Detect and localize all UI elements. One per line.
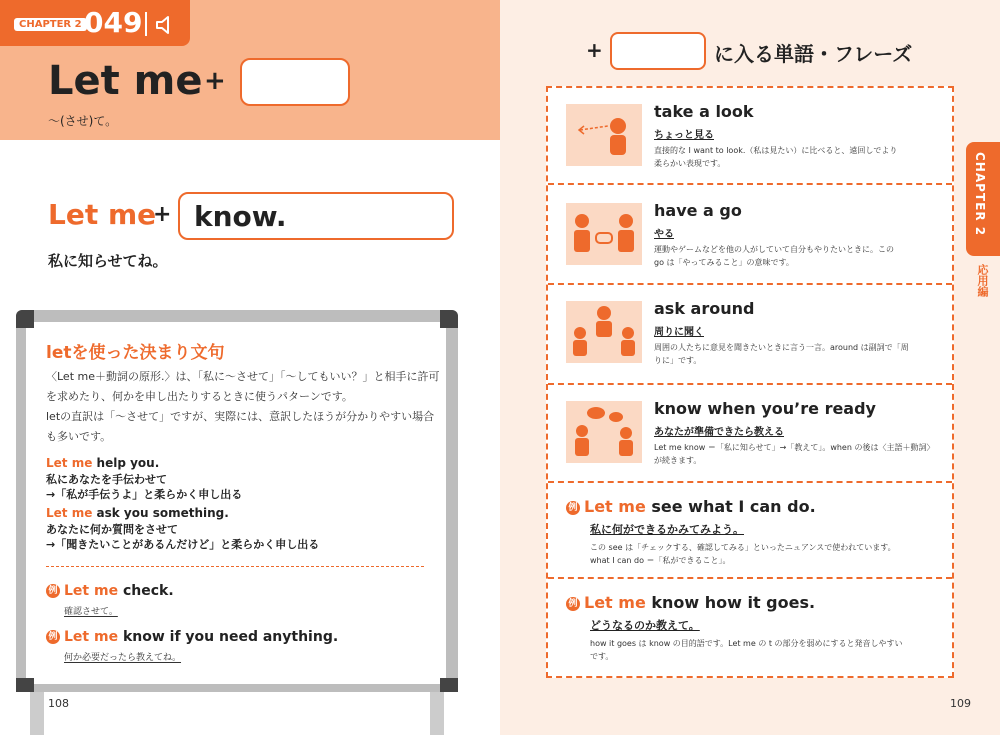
chapter-side-tab [966, 142, 1000, 256]
item-note: 柔らかい表現です。 [654, 159, 726, 168]
board-example-note: →「聞きたいことがあるんだけど」と柔らかく申し出る [46, 538, 320, 551]
item-note: が続きます。 [654, 456, 702, 465]
item-phrase: know when you’re ready [654, 399, 876, 418]
example-know-jp: 何か必要だったら教えてね。 [64, 653, 182, 663]
item-note: 周囲の人たちに意見を聞きたいときに言う一言。around は副詞で「周 [654, 343, 909, 352]
rei-badge: 例 [46, 630, 60, 644]
item-meaning: あなたが準備できたら教える [654, 427, 784, 438]
phrase-plus: + [153, 202, 172, 227]
example-note: how it goes は know の目的語です。Let me の t の部分を弱めにすると発音しやすい [590, 639, 903, 648]
phrase-list [546, 86, 954, 678]
side-tab-sublabel: 応用編 [976, 264, 989, 297]
example-item [548, 579, 952, 676]
right-title: に入る単語・フレーズ [714, 42, 913, 66]
phrase-box [178, 192, 454, 240]
board-example-en: Let me ask you something. [46, 506, 229, 520]
example-note: この see は「チェックする、確認してみる」といったニュアンスで使われています。 [590, 543, 896, 552]
speaker-icon[interactable] [154, 14, 176, 36]
rei-badge: 例 [566, 597, 580, 611]
example-check-jp: 確認させて。 [64, 607, 118, 617]
board-example-en: Let me help you. [46, 456, 160, 470]
right-page [500, 0, 1000, 735]
people-asking-icon [566, 301, 642, 363]
board-body-line: も多いです。 [46, 430, 112, 443]
board-title-let: let [46, 343, 72, 363]
list-item [548, 185, 952, 285]
board-example-jp: あなたに何か質問をさせて [46, 523, 178, 536]
item-note: go は「やってみること」の意味です。 [654, 258, 794, 267]
example-note: です。 [590, 652, 614, 661]
chapter-label: CHAPTER 2 [14, 18, 87, 31]
header-plus: + [204, 66, 226, 96]
example-phrase: 例 Let me see what I can do. [566, 497, 816, 516]
chapter-number: 049 [84, 6, 143, 39]
board-body-line: letの直訳は「～させて」ですが、実際には、意訳したほうが分かりやすい場合 [46, 410, 435, 423]
list-item [548, 285, 952, 385]
board-corner [440, 678, 458, 692]
board-leg [430, 692, 444, 735]
example-note: what I can do ＝「私ができること」。 [590, 556, 731, 565]
example-translation: どうなるのか教えて。 [590, 619, 700, 632]
example-know: 例 Let me know if you need anything. [46, 629, 338, 645]
person-looking-icon [566, 104, 642, 166]
board-body-line: を求めたり、何かを申し出たりするときに使うパターンです。 [46, 390, 353, 403]
board-example-jp: 私にあなたを手伝わせて [46, 473, 167, 486]
item-meaning: ちょっと見る [654, 130, 714, 141]
board-example-note: →「私が手伝うよ」と柔らかく申し出る [46, 488, 243, 501]
item-meaning: やる [654, 229, 674, 240]
item-phrase: have a go [654, 201, 742, 220]
board-corner [440, 310, 458, 328]
side-tab-label: CHAPTER 2 [973, 152, 987, 237]
board-body-line: 〈Let me＋動詞の原形.〉は、「私に～させて」「～してもいい？」と相手に許可 [46, 370, 440, 383]
page-header [0, 0, 500, 140]
item-phrase: ask around [654, 299, 755, 318]
item-meaning: 周りに聞く [654, 327, 704, 338]
header-subtitle: ～(させ)て。 [48, 114, 118, 128]
item-phrase: take a look [654, 102, 754, 121]
phrase-lead: Let me [48, 198, 157, 231]
board-leg [30, 692, 44, 735]
phrase-translation: 私に知らせてね。 [48, 252, 168, 270]
header-title: Let me [48, 58, 203, 104]
list-item [548, 385, 952, 483]
board-title-rest: を使った決まり文句 [71, 343, 225, 363]
rei-badge: 例 [46, 584, 60, 598]
page-number: 109 [950, 697, 971, 710]
list-item [548, 88, 952, 185]
board-corner [16, 678, 34, 692]
page-number: 108 [48, 697, 69, 710]
chapter-tab [0, 0, 190, 46]
board-divider [46, 566, 424, 567]
right-plus: + [586, 38, 603, 62]
people-gaming-icon [566, 203, 642, 265]
item-note: Let me know ＝「私に知らせて」→「教えて」。when の後は〈主語＋動詞〉 [654, 443, 935, 452]
phrase-word: know. [194, 200, 287, 233]
board-title [46, 338, 224, 363]
rei-badge: 例 [566, 501, 580, 515]
example-item [548, 483, 952, 579]
item-note: りに」です。 [654, 356, 702, 365]
item-note: 運動やゲームなどを他の人がしていて自分もやりたいときに。この [654, 245, 894, 254]
divider [145, 12, 147, 36]
example-phrase: 例 Let me know how it goes. [566, 593, 815, 612]
people-talking-icon [566, 401, 642, 463]
example-check: 例 Let me check. [46, 583, 174, 599]
right-blank-box [610, 32, 706, 70]
board-corner [16, 310, 34, 328]
example-translation: 私に何ができるかみてみよう。 [590, 523, 744, 536]
header-blank-box [240, 58, 350, 106]
item-note: 直接的な I want to look.（私は見たい）に比べると、遠回しでより [654, 146, 898, 155]
